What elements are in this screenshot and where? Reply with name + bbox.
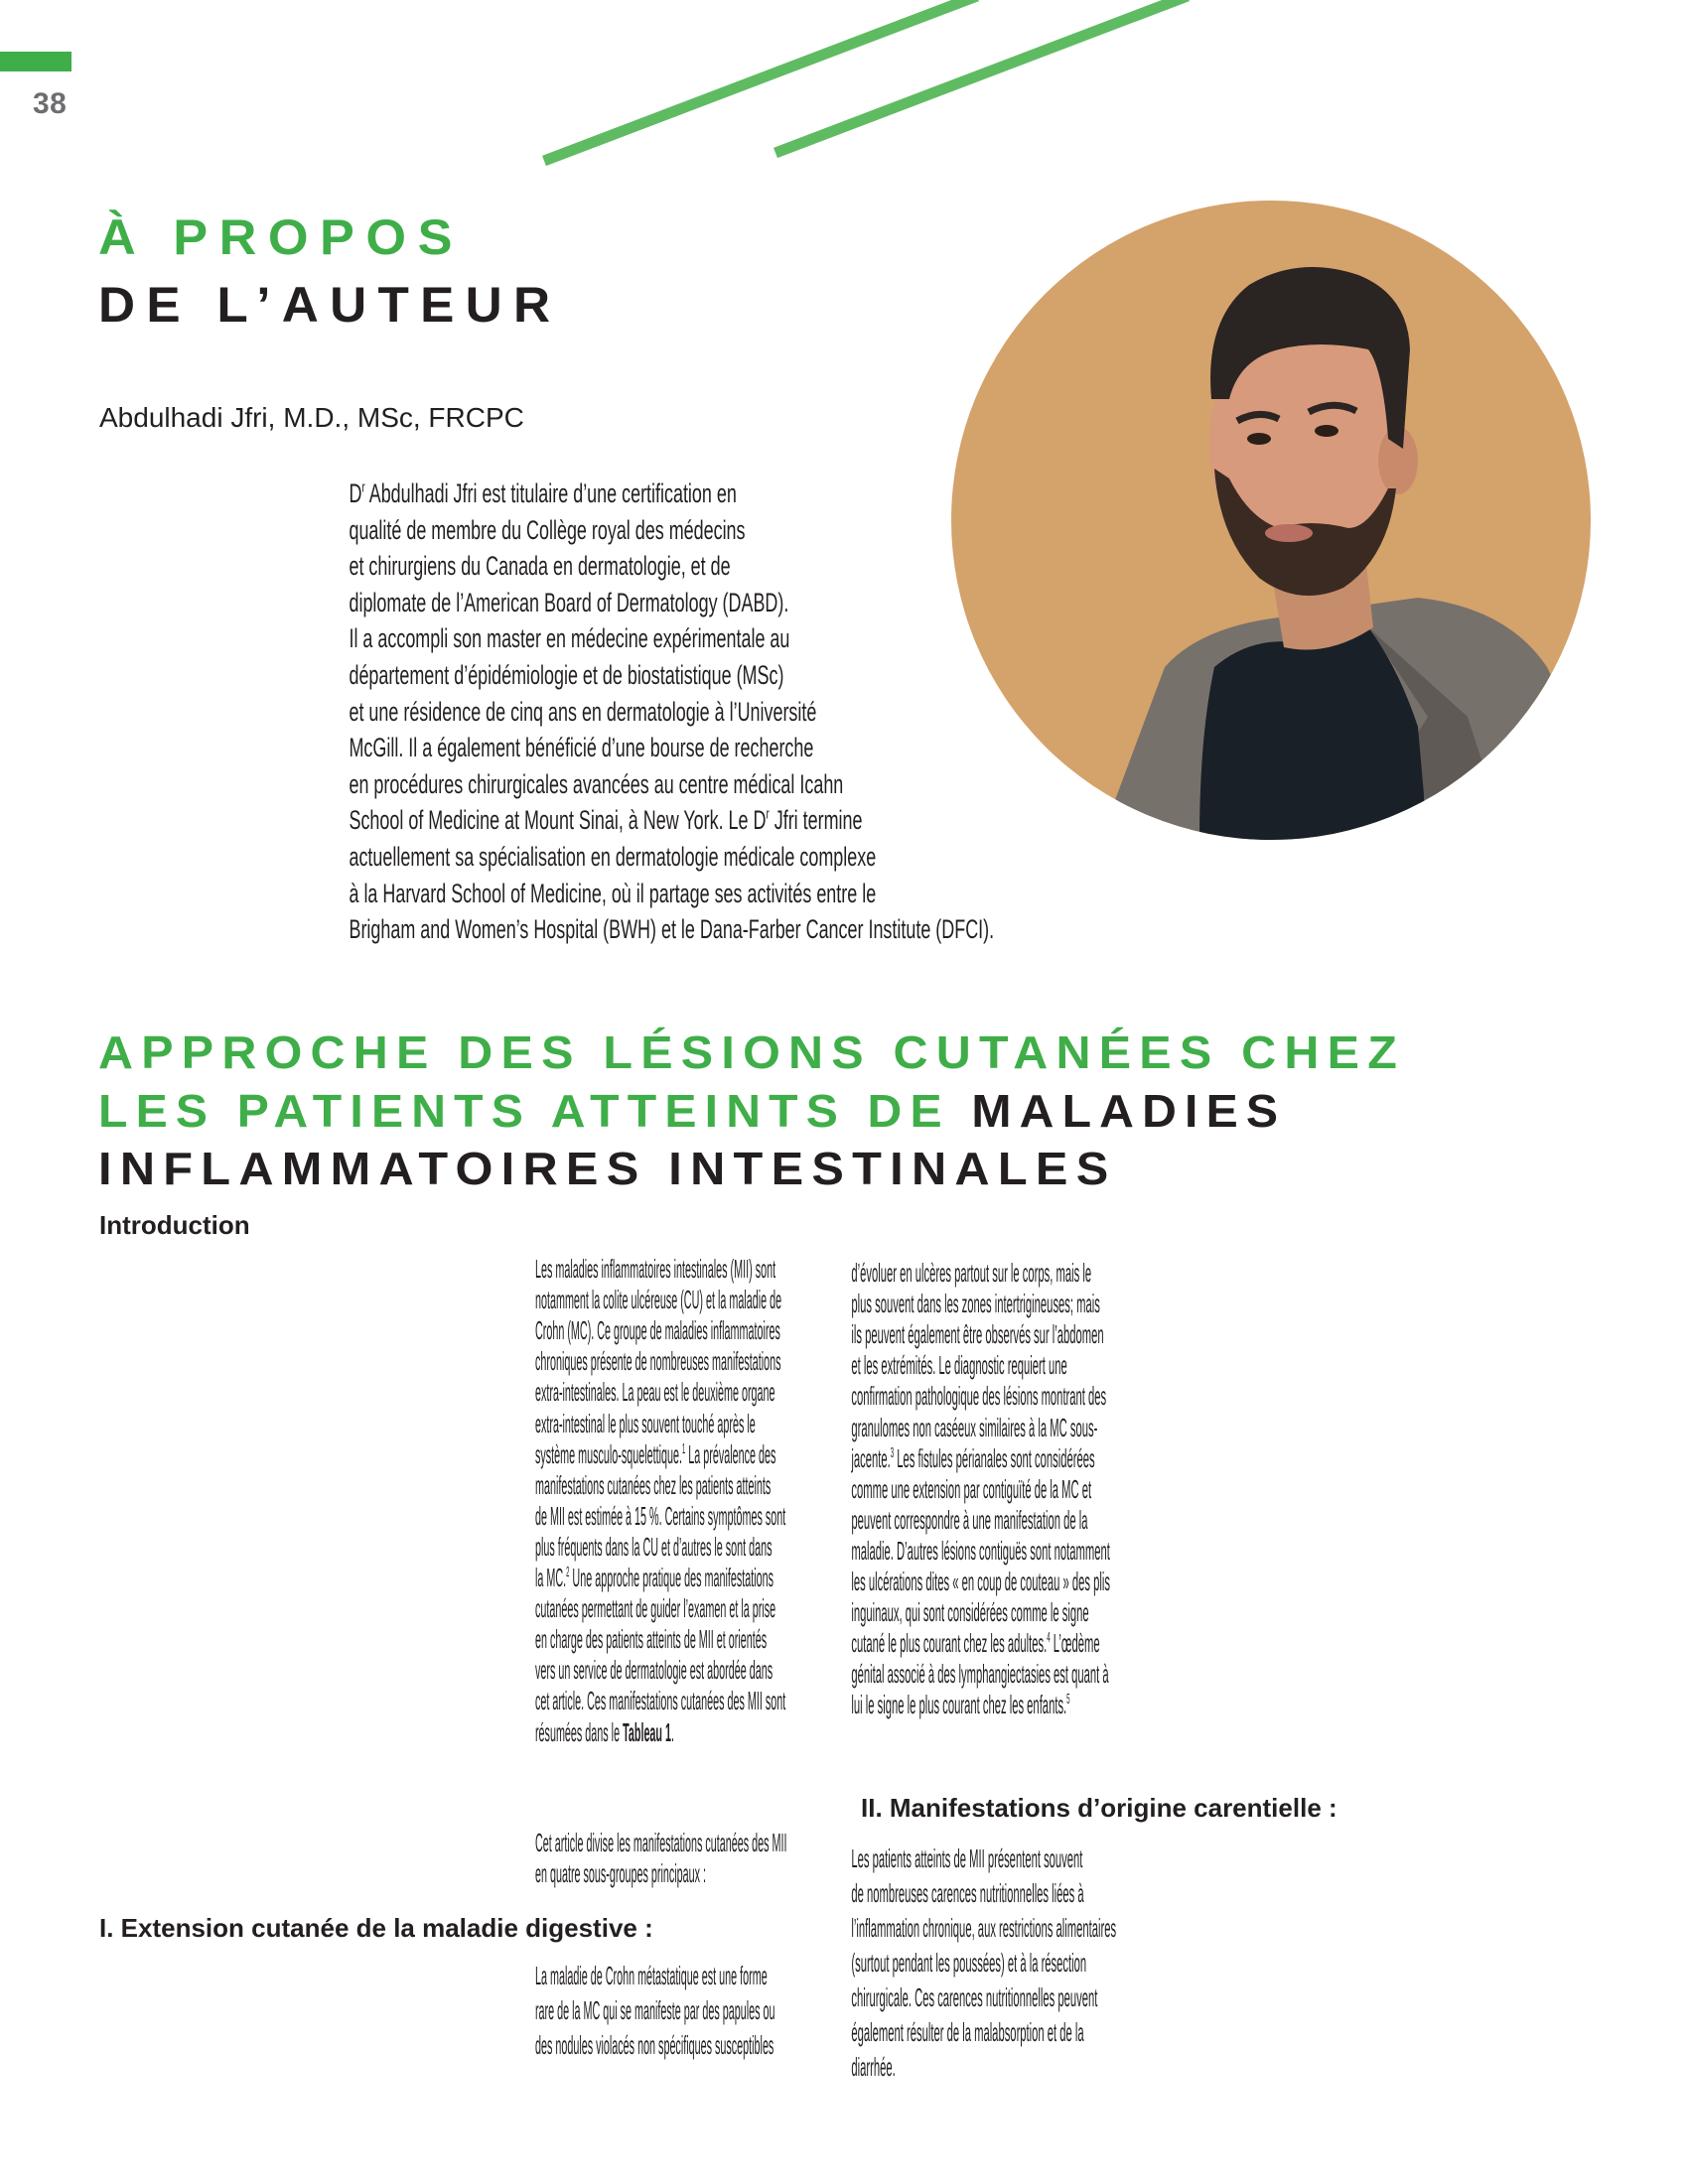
line-text: génital associé à des lymphangiectasies est quant à [851,1659,1109,1690]
bold-reference: Tableau 1 [623,1716,672,1747]
article-title-line-3: INFLAMMATOIRES INTESTINALES [98,1143,1117,1194]
text-line [535,1470,771,1501]
page-number: 38 [33,87,68,120]
text-line [851,1878,1083,1909]
text-line [535,1961,768,1991]
line-text: d’évoluer en ulcères partout sur le corps, mais le [851,1258,1092,1288]
line-text: en procédures chirurgicales avancées au centre médical Icahn [349,768,844,799]
line-text: Les patients atteints de MII présentent souvent [851,1843,1083,1873]
superscript: 2 [566,1565,570,1580]
text-line [535,1377,775,1408]
diagonal-stripe-2 [775,0,1188,153]
text-line [851,1536,1110,1567]
line-text: La prévalence des [685,1438,776,1469]
text-line [349,839,876,875]
portrait-illustration [951,201,1591,840]
text-line [851,1505,1087,1536]
text-line [851,2017,1083,2048]
line-text: l’inflammation chronique, aux restrictions alimentaires [851,1913,1117,1943]
line-text: Cet article divise les manifestations cutanées des MII [534,1828,787,1857]
text-line [535,1858,706,1889]
line-text: et chirurgiens du Canada en dermatologie, et de [349,551,731,582]
line-text: système musculo-squelettique. [534,1438,683,1469]
text-line [349,620,789,656]
line-text: confirmation pathologique des lésions montrant des [851,1381,1107,1412]
line-text: en charge des patients atteints de MII et orientés [534,1624,768,1655]
about-heading-line-1: À PROPOS [98,209,464,265]
article-title-line-1: APPROCHE DES LÉSIONS CUTANÉES CHEZ [98,1026,1406,1078]
line-text: Crohn (MC). Ce groupe de maladies inflammatoires [534,1315,780,1346]
line-text: et les extrémités. Le diagnostic requiert une [851,1350,1067,1381]
text-line [349,512,745,548]
text-line [535,1563,774,1593]
line-text: à la Harvard School of Medicine, où il partage ses activités entre le [349,878,877,908]
line-text: en quatre sous-groupes principaux : [534,1858,706,1889]
lips-shape [1265,524,1313,542]
text-line [535,1254,775,1285]
text-line [851,1443,1094,1474]
text-line [349,548,730,584]
line-text: School of Medicine at Mount Sinai, à New York. Le D [349,805,767,836]
line-text: comme une extension par contiguïté de la MC et [851,1473,1092,1504]
superscript: 4 [1047,1630,1051,1647]
left-eye [1247,433,1271,445]
line-text: Brigham and Women’s Hospital (BWH) et le Dana-Farber Cancer Institute (DFCI). [349,914,995,945]
superscript: r [766,807,770,823]
text-line [349,766,843,802]
superscript: r [361,479,365,496]
text-line [851,1628,1099,1659]
line-text: inguinaux, qui sont considérées comme le signe [851,1597,1089,1628]
section-2-heading: II. Manifestations d’origine carentielle : [861,1793,1337,1823]
line-text: et une résidence de cinq ans en dermatologie à l’Université [349,696,817,727]
line-text: extra-intestinales. La peau est le deuxième organe [534,1377,775,1408]
line-text: également résulter de la malabsorption et de la [851,2017,1084,2047]
superscript: 1 [682,1440,686,1457]
superscript: 5 [1066,1692,1070,1708]
text-line [535,1285,781,1315]
text-line [851,1948,1086,1979]
article-title-dark-part: MALADIES [971,1085,1287,1137]
text-line [349,876,876,911]
text-line [535,1624,767,1655]
line-text: de MII est estimée à 15 %. Certains symptômes sont [534,1500,786,1531]
line-text: D [349,478,362,508]
line-text: peuvent correspondre à une manifestation de la [851,1504,1088,1535]
text-line [535,1315,780,1346]
line-text: . [671,1716,675,1747]
introduction-heading: Introduction [99,1210,250,1240]
text-line [535,1686,785,1716]
text-line [851,1597,1088,1628]
line-text: diarrhée. [851,2052,896,2082]
text-line [851,1350,1066,1381]
line-text: Les fistules périanales sont considérées [894,1442,1095,1473]
text-line [851,1659,1108,1690]
line-text: ils peuvent également être observés sur l’abdomen [851,1319,1104,1350]
text-line [851,1913,1116,1944]
text-line [535,1655,773,1686]
line-text: cutanées permettant de guider l’examen et la prise [534,1593,776,1624]
line-text: lui le signe le plus courant chez les enfants. [851,1690,1067,1720]
article-title-line-2 [98,1085,1287,1137]
line-text: plus souvent dans les zones intertrigineuses; mais [851,1289,1100,1319]
text-line [535,1439,775,1470]
line-text: cet article. Ces manifestations cutanées des MII sont [534,1686,786,1716]
line-text: les ulcérations dites « en coup de couteau » des plis [851,1567,1110,1596]
right-eye [1315,425,1338,437]
author-name: Abdulhadi Jfri, M.D., MSc, FRCPC [99,402,524,433]
text-line [535,1532,773,1563]
line-text: extra-intestinal le plus souvent touché après le [534,1408,756,1438]
text-line [851,1289,1100,1319]
line-text: la MC. [534,1563,567,1592]
text-line [851,1843,1082,1874]
line-text: La maladie de Crohn métastatique est une forme [534,1961,768,1990]
text-line [851,1690,1069,1720]
line-text: notamment la colite ulcéreuse (CU) et la maladie de [534,1285,782,1315]
line-text: résumées dans le [534,1716,624,1747]
text-line [535,1593,775,1624]
text-line [349,802,862,838]
text-line [349,585,788,620]
text-line [851,1413,1097,1443]
line-text: jacente. [851,1442,891,1473]
author-photo [951,201,1591,840]
text-line [851,1319,1103,1350]
text-line [349,694,816,730]
text-line [535,2030,774,2061]
text-line [349,657,783,693]
line-text: manifestations cutanées chez les patients atteints [534,1469,772,1500]
line-text: de nombreuses carences nutritionnelles liées à [851,1878,1084,1908]
text-line [349,476,736,511]
line-text: chirurgicale. Ces carences nutritionnelles peuvent [851,1982,1098,2012]
line-text: Jfri termine [769,805,863,836]
line-text: granulomes non caséeux similaires à la MC sous- [851,1412,1098,1442]
line-text: McGill. Il a également bénéficié d’une bourse de recherche [349,733,814,763]
text-line [349,911,994,947]
about-heading-line-2: DE L’AUTEUR [98,277,562,333]
line-text: département d’épidémiologie et de biostatistique (MSc) [349,660,784,690]
text-line [851,1474,1091,1505]
text-line [535,1409,756,1439]
line-text: cutané le plus courant chez les adultes. [851,1628,1048,1659]
text-line [851,1982,1097,2013]
line-text: Il a accompli son master en médecine expérimentale au [349,623,790,654]
line-text: plus fréquents dans la CU et d’autres le sont dans [534,1531,773,1562]
superscript: 3 [890,1444,895,1461]
text-line [535,1717,674,1748]
decorative-diagonal-lines [0,0,1688,199]
line-text: L’œdème [1050,1628,1100,1659]
diagonal-stripe-1 [544,0,977,161]
line-text: actuellement sa spécialisation en dermatologie médicale complexe [349,842,877,872]
text-line [851,1381,1106,1412]
line-text: chroniques présente de nombreuses manifestations [534,1346,781,1377]
article-title-green-part: LES PATIENTS ATTEINTS DE [98,1085,972,1137]
line-text: Les maladies inflammatoires intestinales (MII) sont [534,1254,776,1284]
text-line [851,2052,895,2083]
line-text: diplomate de l’American Board of Dermatology (DABD). [349,587,789,617]
line-text: vers un service de dermatologie est abordée dans [534,1655,774,1686]
line-text: Abdulhadi Jfri est titulaire d’une certification en [364,478,737,508]
text-line [349,730,813,765]
text-line [535,1346,781,1377]
text-line [851,1258,1091,1289]
text-line [851,1567,1110,1597]
line-text: Une approche pratique des manifestations [569,1563,774,1592]
line-text: maladie. D’autres lésions contiguës sont notamment [851,1535,1110,1566]
line-text: qualité de membre du Collège royal des médecins [349,514,746,545]
text-line [535,1995,775,2026]
line-text: (surtout pendant les poussées) et à la résection [851,1948,1087,1978]
line-text: des nodules violacés non spécifiques susceptibles [534,2030,774,2060]
section-1-heading: I. Extension cutanée de la maladie digestive : [99,1913,653,1943]
line-text: rare de la MC qui se manifeste par des papules ou [534,1995,775,2025]
text-line [535,1501,785,1532]
text-line [535,1828,787,1858]
